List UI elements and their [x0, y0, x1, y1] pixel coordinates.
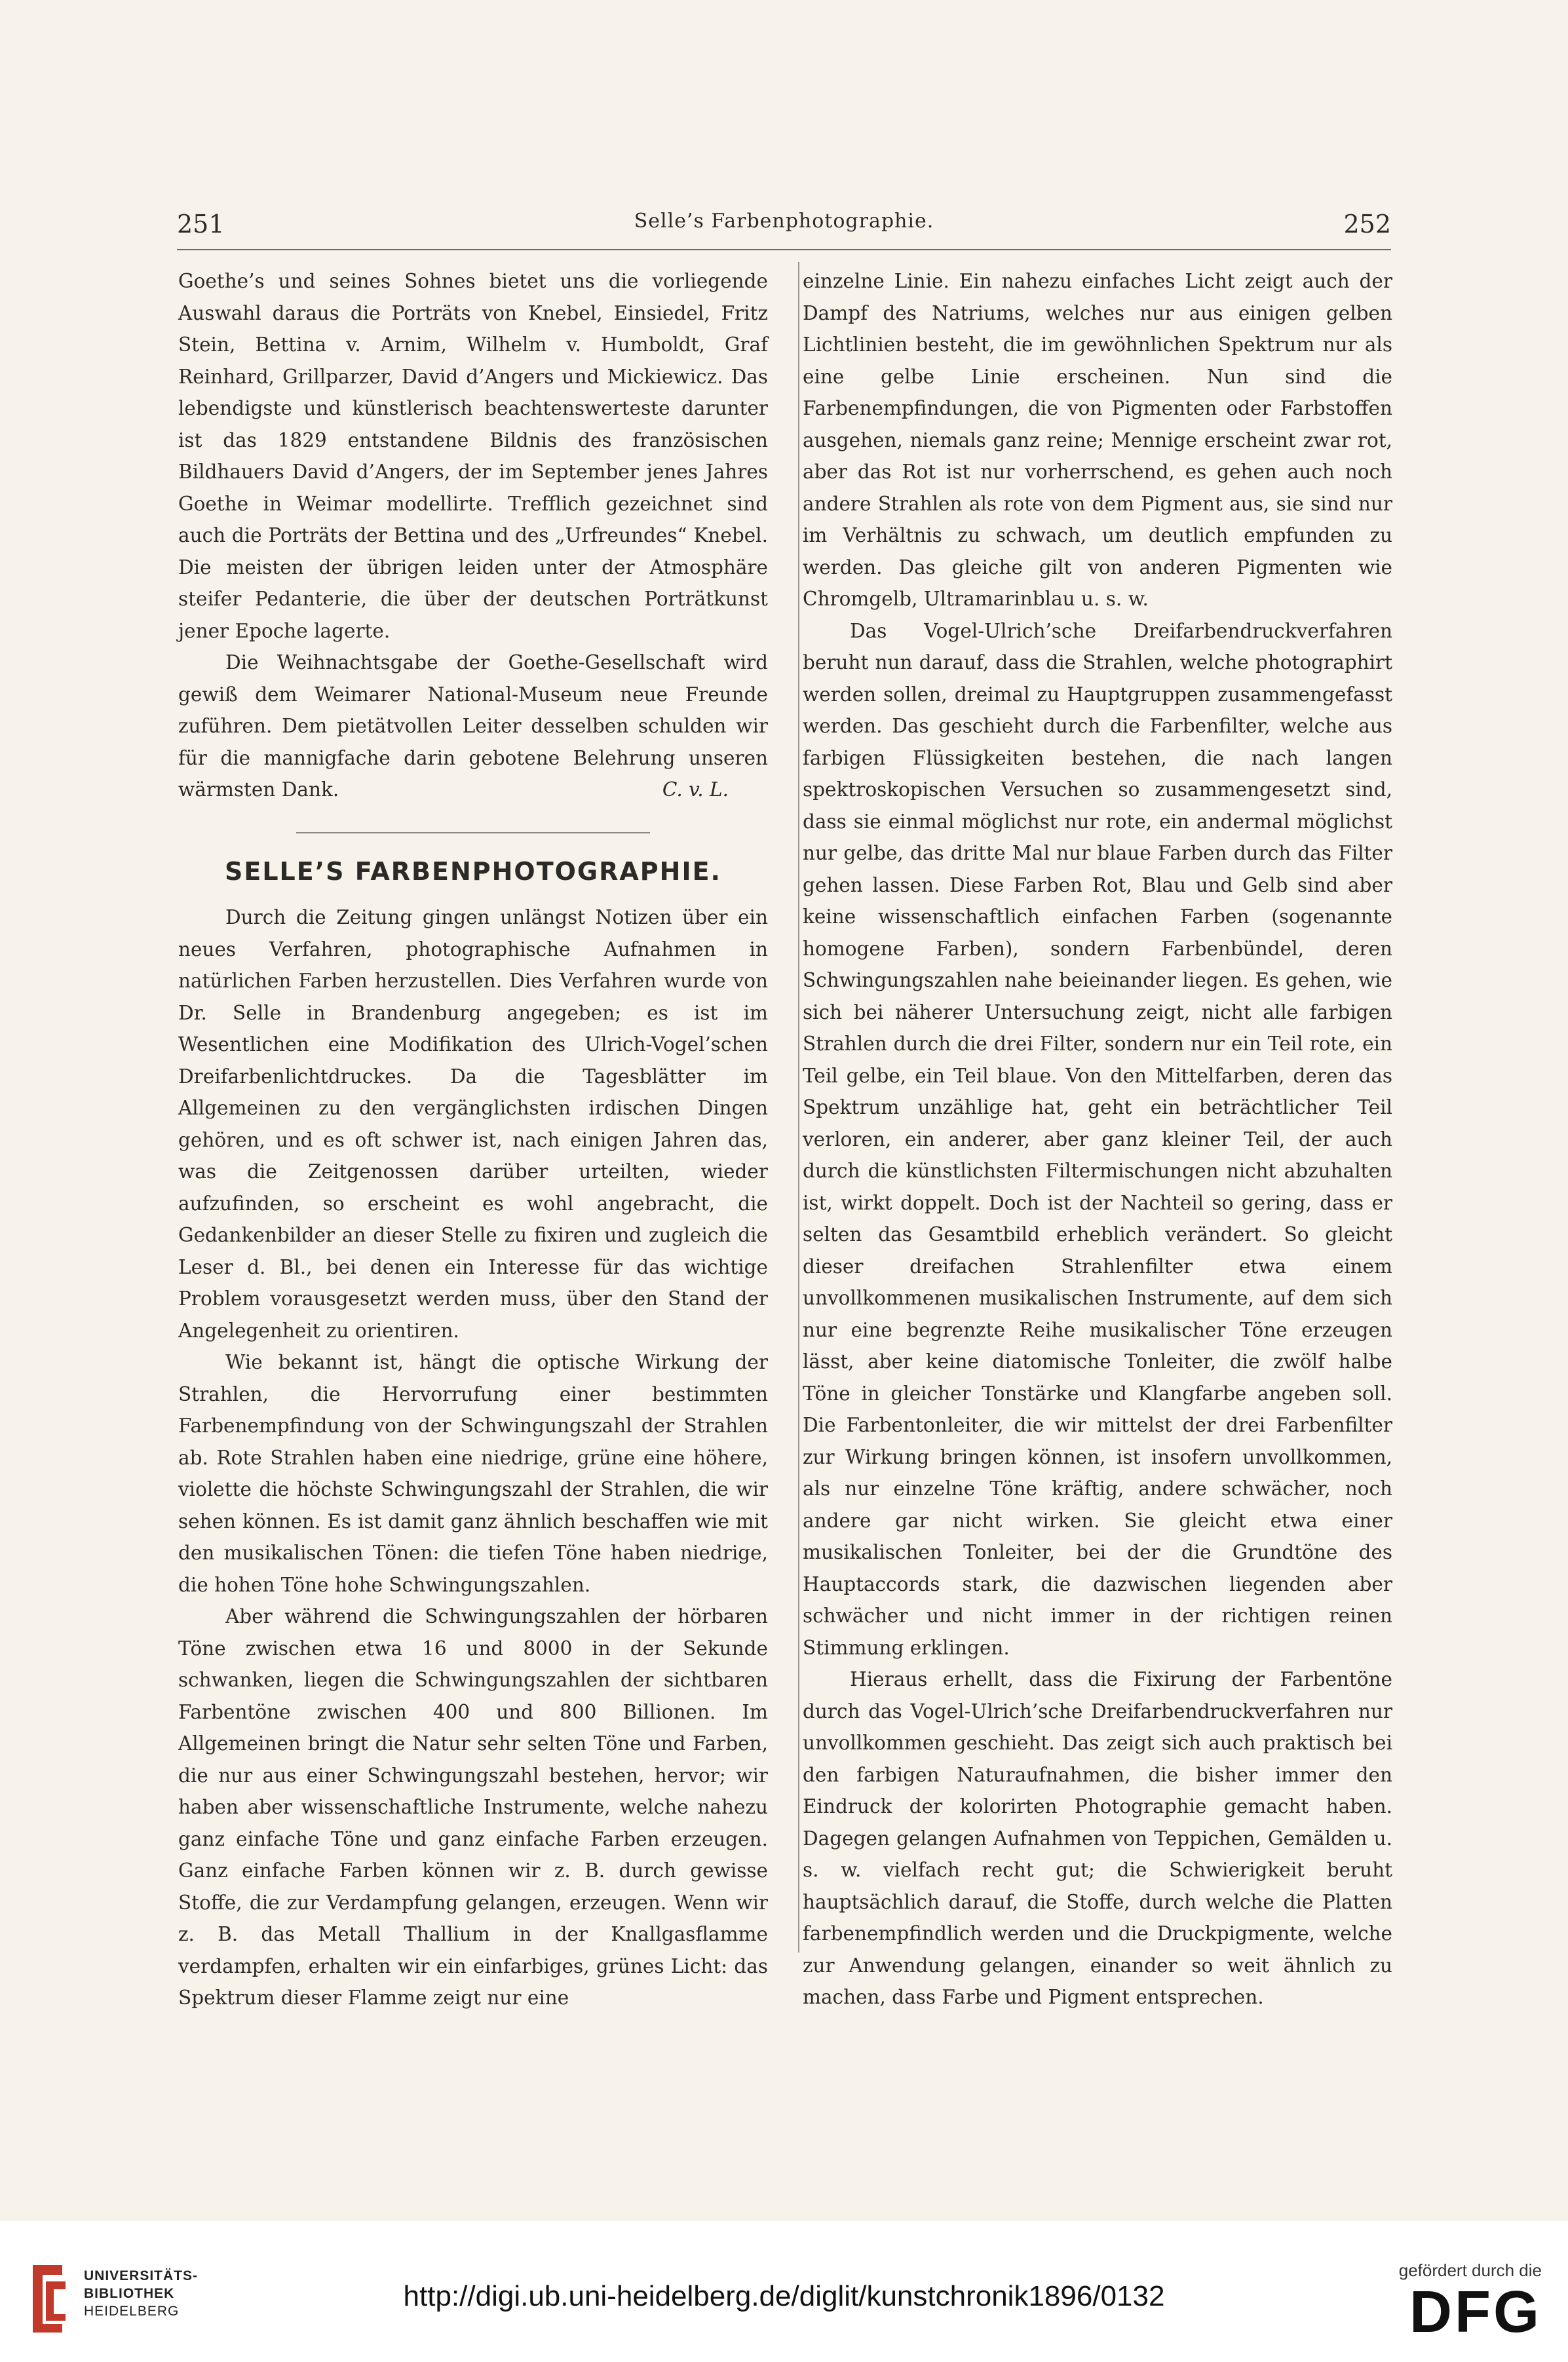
paragraph-text: Die Weihnachtsgabe der Goethe-Gesellschaft wird gewiß dem Weimarer National-Museum neue Freunde zuführen. Dem pietätvollen Leiter desselben schulden wir für die mannigfache darin gebotene Belehrung unseren wärmsten Dank. — [178, 651, 768, 801]
source-url-link[interactable]: http://digi.ub.uni-heidelberg.de/diglit/kunstchronik1896/0132 — [403, 2280, 1165, 2312]
signature: C. v. L. — [662, 778, 729, 801]
page-number-right: 252 — [1343, 210, 1391, 238]
paragraph: Goethe’s und seines Sohnes bietet uns die vorliegende Auswahl daraus die Porträts von Knebel, Einsiedel, Fritz Stein, Bettina v. Arnim, Wilhelm v. Humboldt, Graf Reinhard, Grillparzer, David d’Angers und Mickiewicz. Das lebendigste und künstlerisch beachtenswerteste darunter ist das 1829 entstandene Bildnis des französischen Bildhauers David d’Angers, der im September jenes Jahres Goethe in Weimar modellirte. Trefflich gezeichnet sind auch die Porträts der Bettina und des „Urfreundes“ Knebel. Die meisten der übrigen leiden unter der Atmosphäre steifer Pedanterie, die über der deutschen Porträtkunst jener Epoche lagerte. — [178, 270, 768, 642]
funded-by-label: gefördert durch die — [1398, 2260, 1542, 2280]
footer-bar — [0, 2221, 1568, 2362]
left-column — [178, 265, 768, 2014]
running-title: Selle’s Farbenphotographie. — [634, 210, 934, 233]
page-header — [177, 210, 1391, 249]
library-line: HEIDELBERG — [84, 2304, 180, 2319]
section-rule — [296, 832, 650, 833]
dfg-logo[interactable] — [1399, 2260, 1542, 2344]
paragraph: Aber während die Schwingungszahlen der hörbaren Töne zwischen etwa 16 und 8000 in der Sekunde schwanken, liegen die Schwingungszahlen der sichtbaren Farbentöne zwischen 400 und 800 Billionen. Im Allgemeinen bringt die Natur sehr selten Töne und Farben, die nur aus einer Schwingungszahl bestehen, hervor; wir haben aber wissenschaftliche Instrumente, welche nahezu ganz einfache Töne und ganz einfache Farben erzeugen. Ganz einfache Farben können wir z. B. durch gewisse Stoffe, die zur Verdampfung gelangen, erzeugen. Wenn wir z. B. das Metall Thallium in der Knallgasflamme verdampfen, erhalten wir ein einfarbiges, grünes Licht: das Spektrum dieser Flamme zeigt nur eine — [178, 1605, 768, 2009]
paragraph: Durch die Zeitung gingen unlängst Notizen über ein neues Verfahren, photographische Aufnahmen in natürlichen Farben herzustellen. Dies Verfahren wurde von Dr. Selle in Brandenburg angegeben; es ist im Wesentlichen eine Modifikation des Ulrich-Vogel’schen Dreifarbenlichtdruckes. Da die Tagesblätter im Allgemeinen zu den vergänglichsten irdischen Dingen gehören, und es oft schwer ist, nach einigen Jahren das, was die Zeitgenossen darüber urteilten, wieder aufzufinden, so erscheint es wohl angebracht, die Gedankenbilder an dieser Stelle zu fixiren und zugleich die Leser d. Bl., bei denen ein Interesse für das wichtige Problem vorausgesetzt werden muss, über den Stand der Angelegenheit zu orientiren. — [178, 906, 768, 1342]
header-rule — [177, 249, 1391, 250]
dfg-wordmark: DFG — [1409, 2279, 1542, 2345]
paragraph — [178, 647, 768, 806]
paragraph: Hieraus erhellt, dass die Fixirung der Farbentöne durch das Vogel-Ulrich’sche Dreifarbendruckverfahren nur unvollkommen geschieht. Das zeigt sich auch praktisch bei den farbigen Naturaufnahmen, die bisher immer den Eindruck der kolorirten Photographie gemacht haben. Dagegen gelangen Aufnahmen von Teppichen, Gemälden u. s. w. vielfach recht gut; die Schwierigkeit beruht hauptsächlich darauf, die Stoffe, durch welche die Platten farbenempfindlich werden und die Druckpigmente, welche zur Anwendung gelangen, einander so weit ähnlich zu machen, dass Farbe und Pigment entsprechen. — [803, 1668, 1392, 2008]
page-number-left: 251 — [177, 210, 225, 238]
library-line: UNIVERSITÄTS- — [84, 2268, 199, 2283]
column-divider — [798, 262, 799, 1952]
paragraph: Wie bekannt ist, hängt die optische Wirkung der Strahlen, die Hervorrufung einer bestimmten Farbenempfindung von der Schwingungszahl der Strahlen ab. Rote Strahlen haben eine niedrige, grüne eine höhere, violette die höchste Schwingungszahl der Strahlen, die wir sehen können. Es ist damit ganz ähnlich beschaffen wie mit den musikalischen Tönen: die tiefen Töne haben niedrige, die hohen Töne hohe Schwingungszahlen. — [178, 1351, 768, 1596]
library-line: BIBLIOTHEK — [84, 2286, 175, 2301]
section-title: SELLE’S FARBENPHOTOGRAPHIE. — [225, 856, 721, 886]
paragraph: einzelne Linie. Ein nahezu einfaches Licht zeigt auch der Dampf des Natriums, welches nur aus einigen gelben Lichtlinien besteht, die im gewöhnlichen Spektrum nur als eine gelbe Linie erscheinen. Nun sind die Farbenempfindungen, die von Pigmenten oder Farbstoffen ausgehen, niemals ganz reine; Mennige erscheint zwar rot, aber das Rot ist nur vorherrschend, es gehen auch noch andere Strahlen als rote von dem Pigment aus, sie sind nur im Verhältnis zu schwach, um deutlich empfunden zu werden. Das gleiche gilt von anderen Pigmenten wie Chromgelb, Ultramarinblau u. s. w. — [803, 270, 1392, 610]
paragraph: Das Vogel-Ulrich’sche Dreifarbendruckverfahren beruht nun darauf, dass die Strahlen, welche photographirt werden sollen, dreimal zu Hauptgruppen zusammengefasst werden. Das geschieht durch die Farbenfilter, welche aus farbigen Flüssigkeiten bestehen, die nach langen spektroskopischen Versuchen so zusammengesetzt sind, dass sie einmal möglichst nur rote, ein andermal möglichst nur gelbe, das dritte Mal nur blaue Farben durch das Filter gehen lassen. Diese Farben Rot, Blau und Gelb sind aber keine wissenschaftlich einfachen Farben (sogenannte homogene Farben), sondern Farbenbündel, deren Schwingungszahlen nahe beieinander liegen. Es gehen, wie sich bei näherer Untersuchung zeigt, nicht alle farbigen Strahlen durch die drei Filter, sondern nur ein Teil rote, ein Teil gelbe, ein Teil blaue. Von den Mittelfarben, deren das Spektrum unzählige hat, geht ein beträchtlicher Teil verloren, ein anderer, aber ganz kleiner Teil, der auch durch die künstlichsten Filtermischungen nicht abzuhalten ist, wirkt doppelt. Doch ist der Nachteil so gering, dass er selten das Gesamtbild erheblich verändert. So gleicht dieser dreifachen Strahlenfilter etwa einem unvollkommenen musikalischen Instrumente, auf dem sich nur eine begrenzte Reihe musikalischer Töne erzeugen lässt, aber keine diatomische Tonleiter, die zwölf halbe Töne in gleicher Tonstärke und Klangfarbe angeben soll. Die Farbentonleiter, die wir mittelst der drei Farbenfilter zur Wirkung bringen können, ist insofern unvollkommen, als nur einzelne Töne kräftig, andere schwächer, noch andere gar nicht wirken. Sie gleicht etwa einer musikalischen Tonleiter, bei der die Grundtöne des Hauptaccords stark, die dazwischen liegenden aber schwächer und nicht immer in der richtigen reinen Stimmung erklingen. — [803, 619, 1392, 1659]
right-column — [803, 265, 1392, 2013]
